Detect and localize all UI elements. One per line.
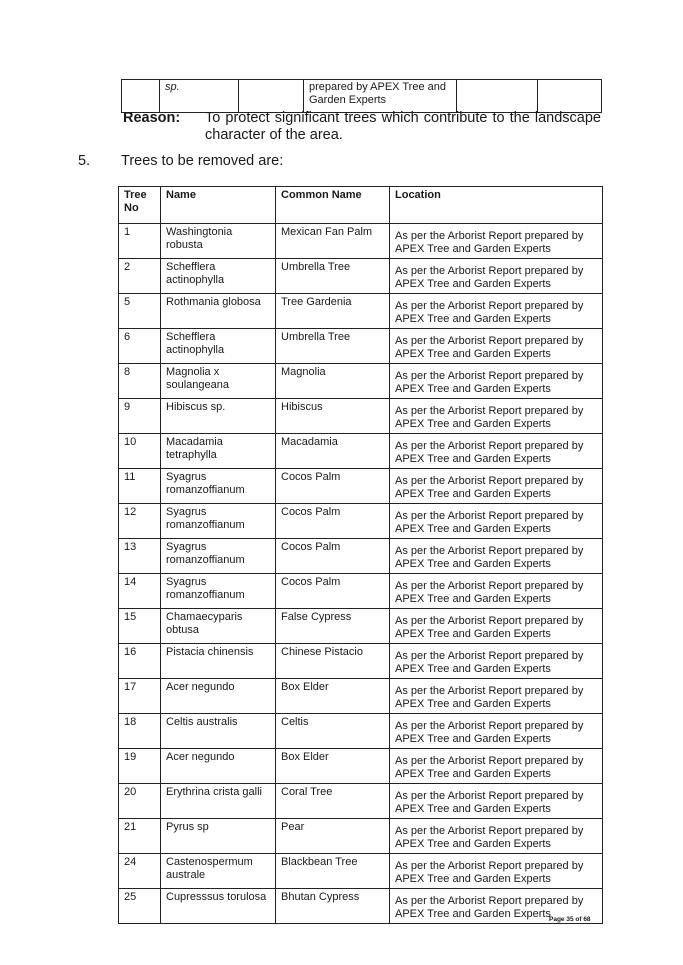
tree-no-cell: 2 [119,259,161,294]
table-row [119,889,603,924]
table-row [119,749,603,784]
name-cell: Hibiscus sp. [161,399,276,434]
location-cell: As per the Arborist Report prepared by APEX Tree and Garden Experts [390,539,603,574]
table-row [119,854,603,889]
table-cell [122,80,160,113]
location-cell: As per the Arborist Report prepared by APEX Tree and Garden Experts [390,714,603,749]
table-row [119,364,603,399]
reason-label: Reason: [123,110,181,126]
location-cell: As per the Arborist Report prepared by APEX Tree and Garden Experts [390,854,603,889]
location-cell: As per the Arborist Report prepared by APEX Tree and Garden Experts [390,574,603,609]
tree-no-cell: 1 [119,224,161,259]
table-cell: sp. [160,80,239,113]
tree-no-cell: 9 [119,399,161,434]
location-cell: As per the Arborist Report prepared by APEX Tree and Garden Experts [390,609,603,644]
header-location: Location [390,187,603,224]
table-row [119,644,603,679]
location-cell: As per the Arborist Report prepared by APEX Tree and Garden Experts [390,784,603,819]
table-row [119,539,603,574]
table-cell: prepared by APEX Tree and Garden Experts [304,80,457,113]
name-cell: Acer negundo [161,679,276,714]
name-cell: Schefflera actinophylla [161,329,276,364]
common-name-cell: Pear [276,819,390,854]
table-row [119,679,603,714]
tree-no-cell: 17 [119,679,161,714]
table-row [119,399,603,434]
table-cell [457,80,538,113]
name-cell: Syagrus romanzoffianum [161,574,276,609]
common-name-cell: Tree Gardenia [276,294,390,329]
table-row [119,714,603,749]
tree-no-cell: 20 [119,784,161,819]
common-name-cell: Coral Tree [276,784,390,819]
reason-text: To protect significant trees which contribute to the landscape character of the area. [205,110,601,143]
table-row [119,329,603,364]
tree-no-cell: 18 [119,714,161,749]
common-name-cell: Box Elder [276,749,390,784]
location-cell: As per the Arborist Report prepared by APEX Tree and Garden Experts [390,889,603,924]
header-tree-no: Tree No [119,187,161,224]
name-cell: Syagrus romanzoffianum [161,539,276,574]
tree-no-cell: 16 [119,644,161,679]
table-row [119,469,603,504]
location-cell: As per the Arborist Report prepared by APEX Tree and Garden Experts [390,364,603,399]
tree-no-cell: 19 [119,749,161,784]
table-row [122,80,602,113]
name-cell: Rothmania globosa [161,294,276,329]
header-common-name: Common Name [276,187,390,224]
common-name-cell: Umbrella Tree [276,329,390,364]
common-name-cell: Mexican Fan Palm [276,224,390,259]
common-name-cell: Blackbean Tree [276,854,390,889]
table-row [119,294,603,329]
tree-no-cell: 12 [119,504,161,539]
common-name-cell: Hibiscus [276,399,390,434]
tree-no-cell: 15 [119,609,161,644]
common-name-cell: Cocos Palm [276,469,390,504]
common-name-cell: Celtis [276,714,390,749]
name-cell: Syagrus romanzoffianum [161,469,276,504]
location-cell: As per the Arborist Report prepared by APEX Tree and Garden Experts [390,469,603,504]
common-name-cell: Macadamia [276,434,390,469]
common-name-cell: Magnolia [276,364,390,399]
location-cell: As per the Arborist Report prepared by APEX Tree and Garden Experts [390,259,603,294]
tree-no-cell: 5 [119,294,161,329]
common-name-cell: False Cypress [276,609,390,644]
common-name-cell: Cocos Palm [276,539,390,574]
name-cell: Syagrus romanzoffianum [161,504,276,539]
table-cell [538,80,602,113]
name-cell: Magnolia x soulangeana [161,364,276,399]
name-cell: Washingtonia robusta [161,224,276,259]
name-cell: Castenospermum australe [161,854,276,889]
tree-no-cell: 21 [119,819,161,854]
table-row [119,224,603,259]
location-cell: As per the Arborist Report prepared by APEX Tree and Garden Experts [390,434,603,469]
location-cell: As per the Arborist Report prepared by APEX Tree and Garden Experts [390,644,603,679]
location-cell: As per the Arborist Report prepared by APEX Tree and Garden Experts [390,749,603,784]
location-cell: As per the Arborist Report prepared by APEX Tree and Garden Experts [390,504,603,539]
location-cell: As per the Arborist Report prepared by APEX Tree and Garden Experts [390,399,603,434]
tree-no-cell: 24 [119,854,161,889]
tree-no-cell: 13 [119,539,161,574]
table-cell [239,80,304,113]
tree-no-cell: 8 [119,364,161,399]
trees-to-be-removed-table [118,186,603,924]
table-row [119,784,603,819]
table-row [119,819,603,854]
page-number: Page 35 of 68 [549,916,591,923]
item-heading: Trees to be removed are: [121,153,284,169]
location-cell: As per the Arborist Report prepared by APEX Tree and Garden Experts [390,819,603,854]
table-row [119,504,603,539]
table-row [119,609,603,644]
location-cell: As per the Arborist Report prepared by APEX Tree and Garden Experts [390,329,603,364]
name-cell: Cupresssus torulosa [161,889,276,924]
common-name-cell: Umbrella Tree [276,259,390,294]
name-cell: Pyrus sp [161,819,276,854]
common-name-cell: Bhutan Cypress [276,889,390,924]
table-row [119,574,603,609]
table-row [119,259,603,294]
name-cell: Chamaecyparis obtusa [161,609,276,644]
common-name-cell: Box Elder [276,679,390,714]
continued-table-fragment [121,79,602,113]
common-name-cell: Cocos Palm [276,574,390,609]
header-name: Name [161,187,276,224]
location-cell: As per the Arborist Report prepared by APEX Tree and Garden Experts [390,679,603,714]
name-cell: Acer negundo [161,749,276,784]
name-cell: Pistacia chinensis [161,644,276,679]
name-cell: Erythrina crista galli [161,784,276,819]
name-cell: Macadamia tetraphylla [161,434,276,469]
name-cell: Celtis australis [161,714,276,749]
common-name-cell: Chinese Pistacio [276,644,390,679]
tree-no-cell: 10 [119,434,161,469]
name-cell: Schefflera actinophylla [161,259,276,294]
location-cell: As per the Arborist Report prepared by APEX Tree and Garden Experts [390,224,603,259]
item-number: 5. [78,153,91,169]
tree-no-cell: 14 [119,574,161,609]
table-header-row [119,187,603,224]
table-row [119,434,603,469]
tree-no-cell: 11 [119,469,161,504]
common-name-cell: Cocos Palm [276,504,390,539]
location-cell: As per the Arborist Report prepared by APEX Tree and Garden Experts [390,294,603,329]
tree-no-cell: 25 [119,889,161,924]
tree-no-cell: 6 [119,329,161,364]
trees-table-body [119,224,603,924]
